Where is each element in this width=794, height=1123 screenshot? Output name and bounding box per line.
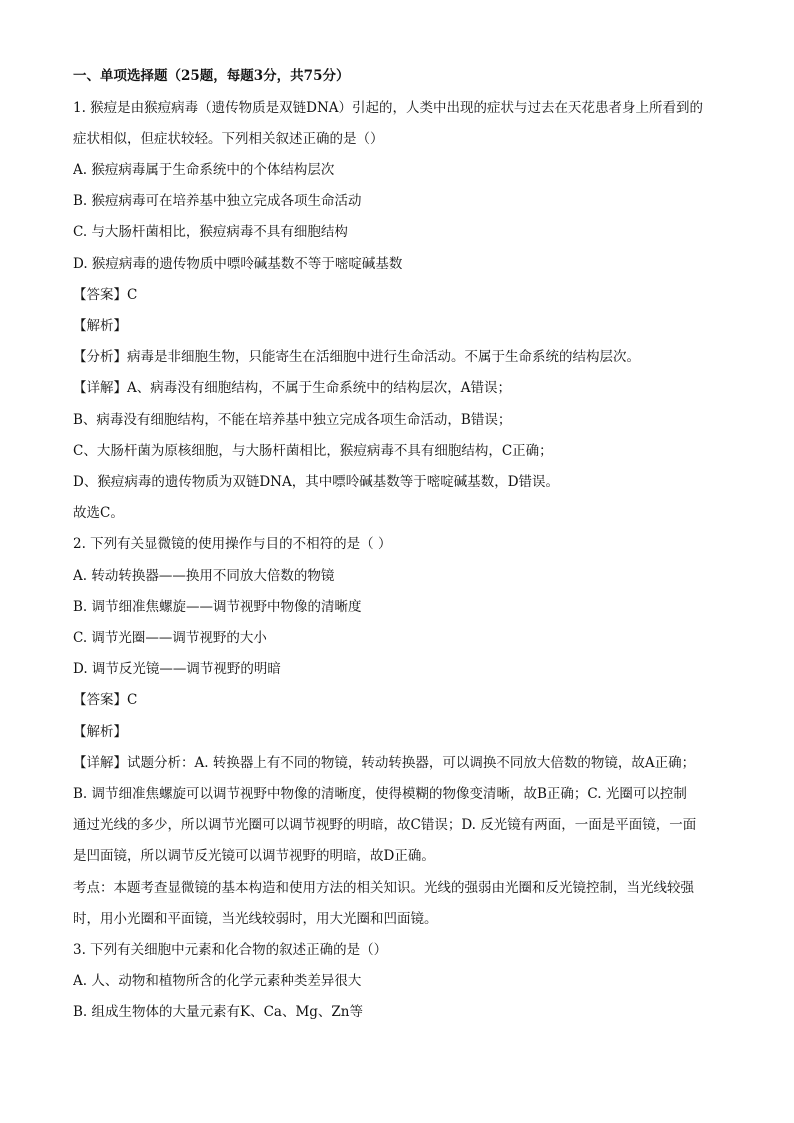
q1-option-a: A. 猴痘病毒属于生命系统中的个体结构层次 — [73, 162, 335, 178]
q3-option-b: B. 组成生物体的大量元素有K、Ca、Mg、Zn等 — [73, 1004, 364, 1020]
answer-label: 【答案】 — [73, 692, 127, 708]
fenxi-label: 【分析】 — [73, 349, 127, 365]
q1-stem-line-2: 症状相似，但症状较轻。下列相关叙述正确的是（） — [73, 131, 384, 147]
q2-option-b: B. 调节细准焦螺旋——调节视野中物像的清晰度 — [73, 599, 362, 615]
q2-option-d: D. 调节反光镜——调节视野的明暗 — [73, 661, 281, 677]
fenxi-text: 病毒是非细胞生物，只能寄生在活细胞中进行生命活动。不属于生命系统的结构层次。 — [127, 349, 640, 365]
q1-stem-line-1: 1. 猴痘是由猴痘病毒（遗传物质是双链DNA）引起的，人类中出现的症状与过去在天花患者身上所看到的 — [73, 100, 704, 116]
q2-kaodian-line: 考点：本题考查显微镜的基本构造和使用方法的相关知识。光线的强弱由光圈和反光镜控制，当光线较强 — [73, 880, 694, 896]
detail-text: A、病毒没有细胞结构，不属于生命系统中的结构层次，A错误； — [127, 380, 511, 396]
q3-stem: 3. 下列有关细胞中元素和化合物的叙述正确的是（） — [73, 942, 388, 958]
answer-value: C — [127, 287, 138, 303]
detail-label: 【详解】 — [73, 380, 127, 396]
answer-value: C — [127, 692, 138, 708]
q1-option-b: B. 猴痘病毒可在培养基中独立完成各项生命活动 — [73, 193, 362, 209]
q3-option-a: A. 人、动物和植物所含的化学元素种类差异很大 — [73, 973, 362, 989]
q2-option-c: C. 调节光圈——调节视野的大小 — [73, 630, 267, 646]
q2-option-a: A. 转动转换器——换用不同放大倍数的物镜 — [73, 568, 335, 584]
q1-detail-line: C、大肠杆菌为原核细胞，与大肠杆菌相比，猴痘病毒不具有细胞结构，C正确； — [73, 443, 553, 459]
q1-detail — [73, 378, 733, 398]
q1-option-d: D. 猴痘病毒的遗传物质中嘌呤碱基数不等于嘧啶碱基数 — [73, 256, 403, 272]
q2-detail — [73, 753, 733, 773]
q1-fenxi — [73, 347, 733, 367]
q1-conclusion: 故选C。 — [73, 505, 124, 521]
q2-answer — [73, 690, 733, 710]
q2-detail-line: B. 调节细准焦螺旋可以调节视野中物像的清晰度，使得模糊的物像变清晰，故B正确；C. 光圈可以控制 — [73, 786, 687, 802]
q2-stem: 2. 下列有关显微镜的使用操作与目的不相符的是（ ） — [73, 536, 392, 552]
q2-detail-line: 通过光线的多少，所以调节光圈可以调节视野的明暗，故C错误；D. 反光镜有两面，一面是平面镜，一面 — [73, 817, 697, 833]
q1-analysis-label: 【解析】 — [73, 318, 127, 334]
q1-detail-line: B、病毒没有细胞结构，不能在培养基中独立完成各项生命活动，B错误； — [73, 412, 512, 428]
detail-text: 试题分析：A. 转换器上有不同的物镜，转动转换器，可以调换不同放大倍数的物镜，故A正确； — [127, 755, 696, 771]
section-title: 一、单项选择题（25题，每题3分，共75分） — [73, 68, 350, 84]
q1-option-c: C. 与大肠杆菌相比，猴痘病毒不具有细胞结构 — [73, 224, 348, 240]
detail-label: 【详解】 — [73, 755, 127, 771]
answer-label: 【答案】 — [73, 287, 127, 303]
q2-detail-line: 是凹面镜，所以调节反光镜可以调节视野的明暗，故D正确。 — [73, 848, 435, 864]
q2-analysis-label: 【解析】 — [73, 724, 127, 740]
q1-detail-line: D、猴痘病毒的遗传物质为双链DNA，其中嘌呤碱基数等于嘧啶碱基数，D错误。 — [73, 474, 560, 490]
q1-answer — [73, 285, 733, 305]
q2-kaodian-line: 时，用小光圈和平面镜，当光线较弱时，用大光圈和凹面镜。 — [73, 911, 438, 927]
